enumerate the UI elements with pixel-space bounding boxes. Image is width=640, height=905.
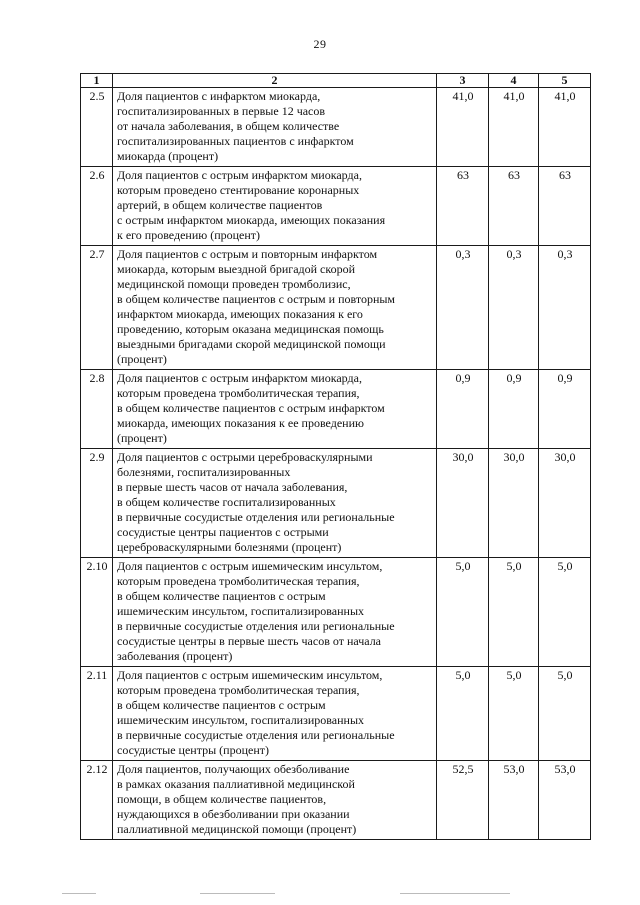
description-line: госпитализированных в первые 12 часов: [117, 104, 326, 118]
value-v5: 5,0: [539, 558, 591, 667]
description-line: сосудистые центры пациентов с острыми: [117, 525, 329, 539]
description-line: болезнями, госпитализированных: [117, 465, 291, 479]
value-v5: 41,0: [539, 88, 591, 167]
indicator-description: [113, 449, 437, 558]
description-line: Доля пациентов с острыми цереброваскулярными: [117, 450, 373, 464]
indicator-description: [113, 761, 437, 840]
row-number: 2.8: [81, 370, 113, 449]
value-v3: 5,0: [437, 667, 489, 761]
description-line: сосудистые центры (процент): [117, 743, 269, 757]
description-line: в общем количестве пациентов с острым инфарктом: [117, 401, 385, 415]
footer-artifact: [200, 893, 275, 894]
row-number: 2.9: [81, 449, 113, 558]
description-line: в общем количестве пациентов с острым: [117, 698, 326, 712]
value-v5: 53,0: [539, 761, 591, 840]
description-line: нуждающихся в обезболивании при оказании: [117, 807, 350, 821]
description-line: Доля пациентов с инфарктом миокарда,: [117, 89, 321, 103]
description-line: миокарда, имеющих показания к ее проведению: [117, 416, 364, 430]
description-line: сосудистые центры в первые шесть часов от начала: [117, 634, 382, 648]
value-v4: 0,9: [489, 370, 539, 449]
description-line: (процент): [117, 431, 167, 445]
value-v4: 0,3: [489, 246, 539, 370]
row-number: 2.10: [81, 558, 113, 667]
value-v4: 41,0: [489, 88, 539, 167]
description-line: миокарда, которым выездной бригадой скорой: [117, 262, 356, 276]
value-v3: 63: [437, 167, 489, 246]
indicator-description: [113, 370, 437, 449]
description-line: ишемическим инсультом, госпитализированных: [117, 713, 365, 727]
column-header-5: 5: [539, 74, 591, 88]
description-line: с острым инфарктом миокарда, имеющих показания: [117, 213, 386, 227]
table-row: [81, 449, 591, 558]
description-line: инфарктом миокарда, имеющих показания к его: [117, 307, 363, 321]
description-line: артерий, в общем количестве пациентов: [117, 198, 323, 212]
value-v4: 5,0: [489, 667, 539, 761]
row-number: 2.5: [81, 88, 113, 167]
value-v3: 0,3: [437, 246, 489, 370]
description-line: Доля пациентов с острым ишемическим инсультом,: [117, 559, 383, 573]
value-v5: 5,0: [539, 667, 591, 761]
indicator-description: [113, 246, 437, 370]
description-line: от начала заболевания, в общем количестве: [117, 119, 340, 133]
row-number: 2.7: [81, 246, 113, 370]
description-line: ишемическим инсультом, госпитализированных: [117, 604, 365, 618]
column-header-1: 1: [81, 74, 113, 88]
description-line: выездными бригадами скорой медицинской помощи: [117, 337, 386, 351]
row-number: 2.12: [81, 761, 113, 840]
description-line: Доля пациентов, получающих обезболивание: [117, 762, 350, 776]
description-line: госпитализированных пациентов с инфарктом: [117, 134, 354, 148]
value-v4: 5,0: [489, 558, 539, 667]
value-v4: 63: [489, 167, 539, 246]
description-line: к его проведению (процент): [117, 228, 261, 242]
row-number: 2.11: [81, 667, 113, 761]
description-line: Доля пациентов с острым ишемическим инсультом,: [117, 668, 383, 682]
description-line: в первичные сосудистые отделения или региональные: [117, 619, 395, 633]
description-line: которым проведено стентирование коронарных: [117, 183, 360, 197]
table-row: [81, 246, 591, 370]
table-row: [81, 370, 591, 449]
row-number: 2.6: [81, 167, 113, 246]
value-v5: 63: [539, 167, 591, 246]
description-line: паллиативной медицинской помощи (процент): [117, 822, 357, 836]
table-row: [81, 667, 591, 761]
description-line: которым проведена тромболитическая терапия,: [117, 386, 360, 400]
description-line: в первые шесть часов от начала заболевания,: [117, 480, 348, 494]
description-line: в первичные сосудистые отделения или региональные: [117, 510, 395, 524]
description-line: медицинской помощи проведен тромболизис,: [117, 277, 351, 291]
value-v3: 41,0: [437, 88, 489, 167]
value-v5: 0,9: [539, 370, 591, 449]
description-line: в общем количестве госпитализированных: [117, 495, 336, 509]
indicators-table: [80, 73, 591, 840]
description-line: которым проведена тромболитическая терапия,: [117, 683, 360, 697]
value-v3: 52,5: [437, 761, 489, 840]
table-row: [81, 558, 591, 667]
description-line: в общем количестве пациентов с острым: [117, 589, 326, 603]
indicator-description: [113, 667, 437, 761]
description-line: цереброваскулярными болезнями (процент): [117, 540, 342, 554]
description-line: которым проведена тромболитическая терапия,: [117, 574, 360, 588]
description-line: в рамках оказания паллиативной медицинской: [117, 777, 355, 791]
indicator-description: [113, 558, 437, 667]
description-line: помощи, в общем количестве пациентов,: [117, 792, 327, 806]
value-v3: 5,0: [437, 558, 489, 667]
table-row: [81, 761, 591, 840]
column-header-3: 3: [437, 74, 489, 88]
column-header-2: 2: [113, 74, 437, 88]
description-line: (процент): [117, 352, 167, 366]
description-line: проведению, которым оказана медицинская помощь: [117, 322, 384, 336]
value-v5: 0,3: [539, 246, 591, 370]
value-v4: 53,0: [489, 761, 539, 840]
description-line: Доля пациентов с острым и повторным инфарктом: [117, 247, 378, 261]
indicator-description: [113, 167, 437, 246]
table-header-row: [81, 74, 591, 88]
table-row: [81, 167, 591, 246]
footer-artifact: [62, 893, 96, 894]
page-number: 29: [313, 37, 327, 51]
table-body: [81, 74, 591, 840]
value-v3: 30,0: [437, 449, 489, 558]
description-line: заболевания (процент): [117, 649, 233, 663]
value-v5: 30,0: [539, 449, 591, 558]
description-line: в общем количестве пациентов с острым и повторным: [117, 292, 396, 306]
description-line: Доля пациентов с острым инфарктом миокарда,: [117, 168, 362, 182]
table-row: [81, 88, 591, 167]
description-line: в первичные сосудистые отделения или региональные: [117, 728, 395, 742]
description-line: миокарда (процент): [117, 149, 219, 163]
indicator-description: [113, 88, 437, 167]
value-v4: 30,0: [489, 449, 539, 558]
footer-artifact: [400, 893, 510, 894]
description-line: Доля пациентов с острым инфарктом миокарда,: [117, 371, 362, 385]
column-header-4: 4: [489, 74, 539, 88]
value-v3: 0,9: [437, 370, 489, 449]
